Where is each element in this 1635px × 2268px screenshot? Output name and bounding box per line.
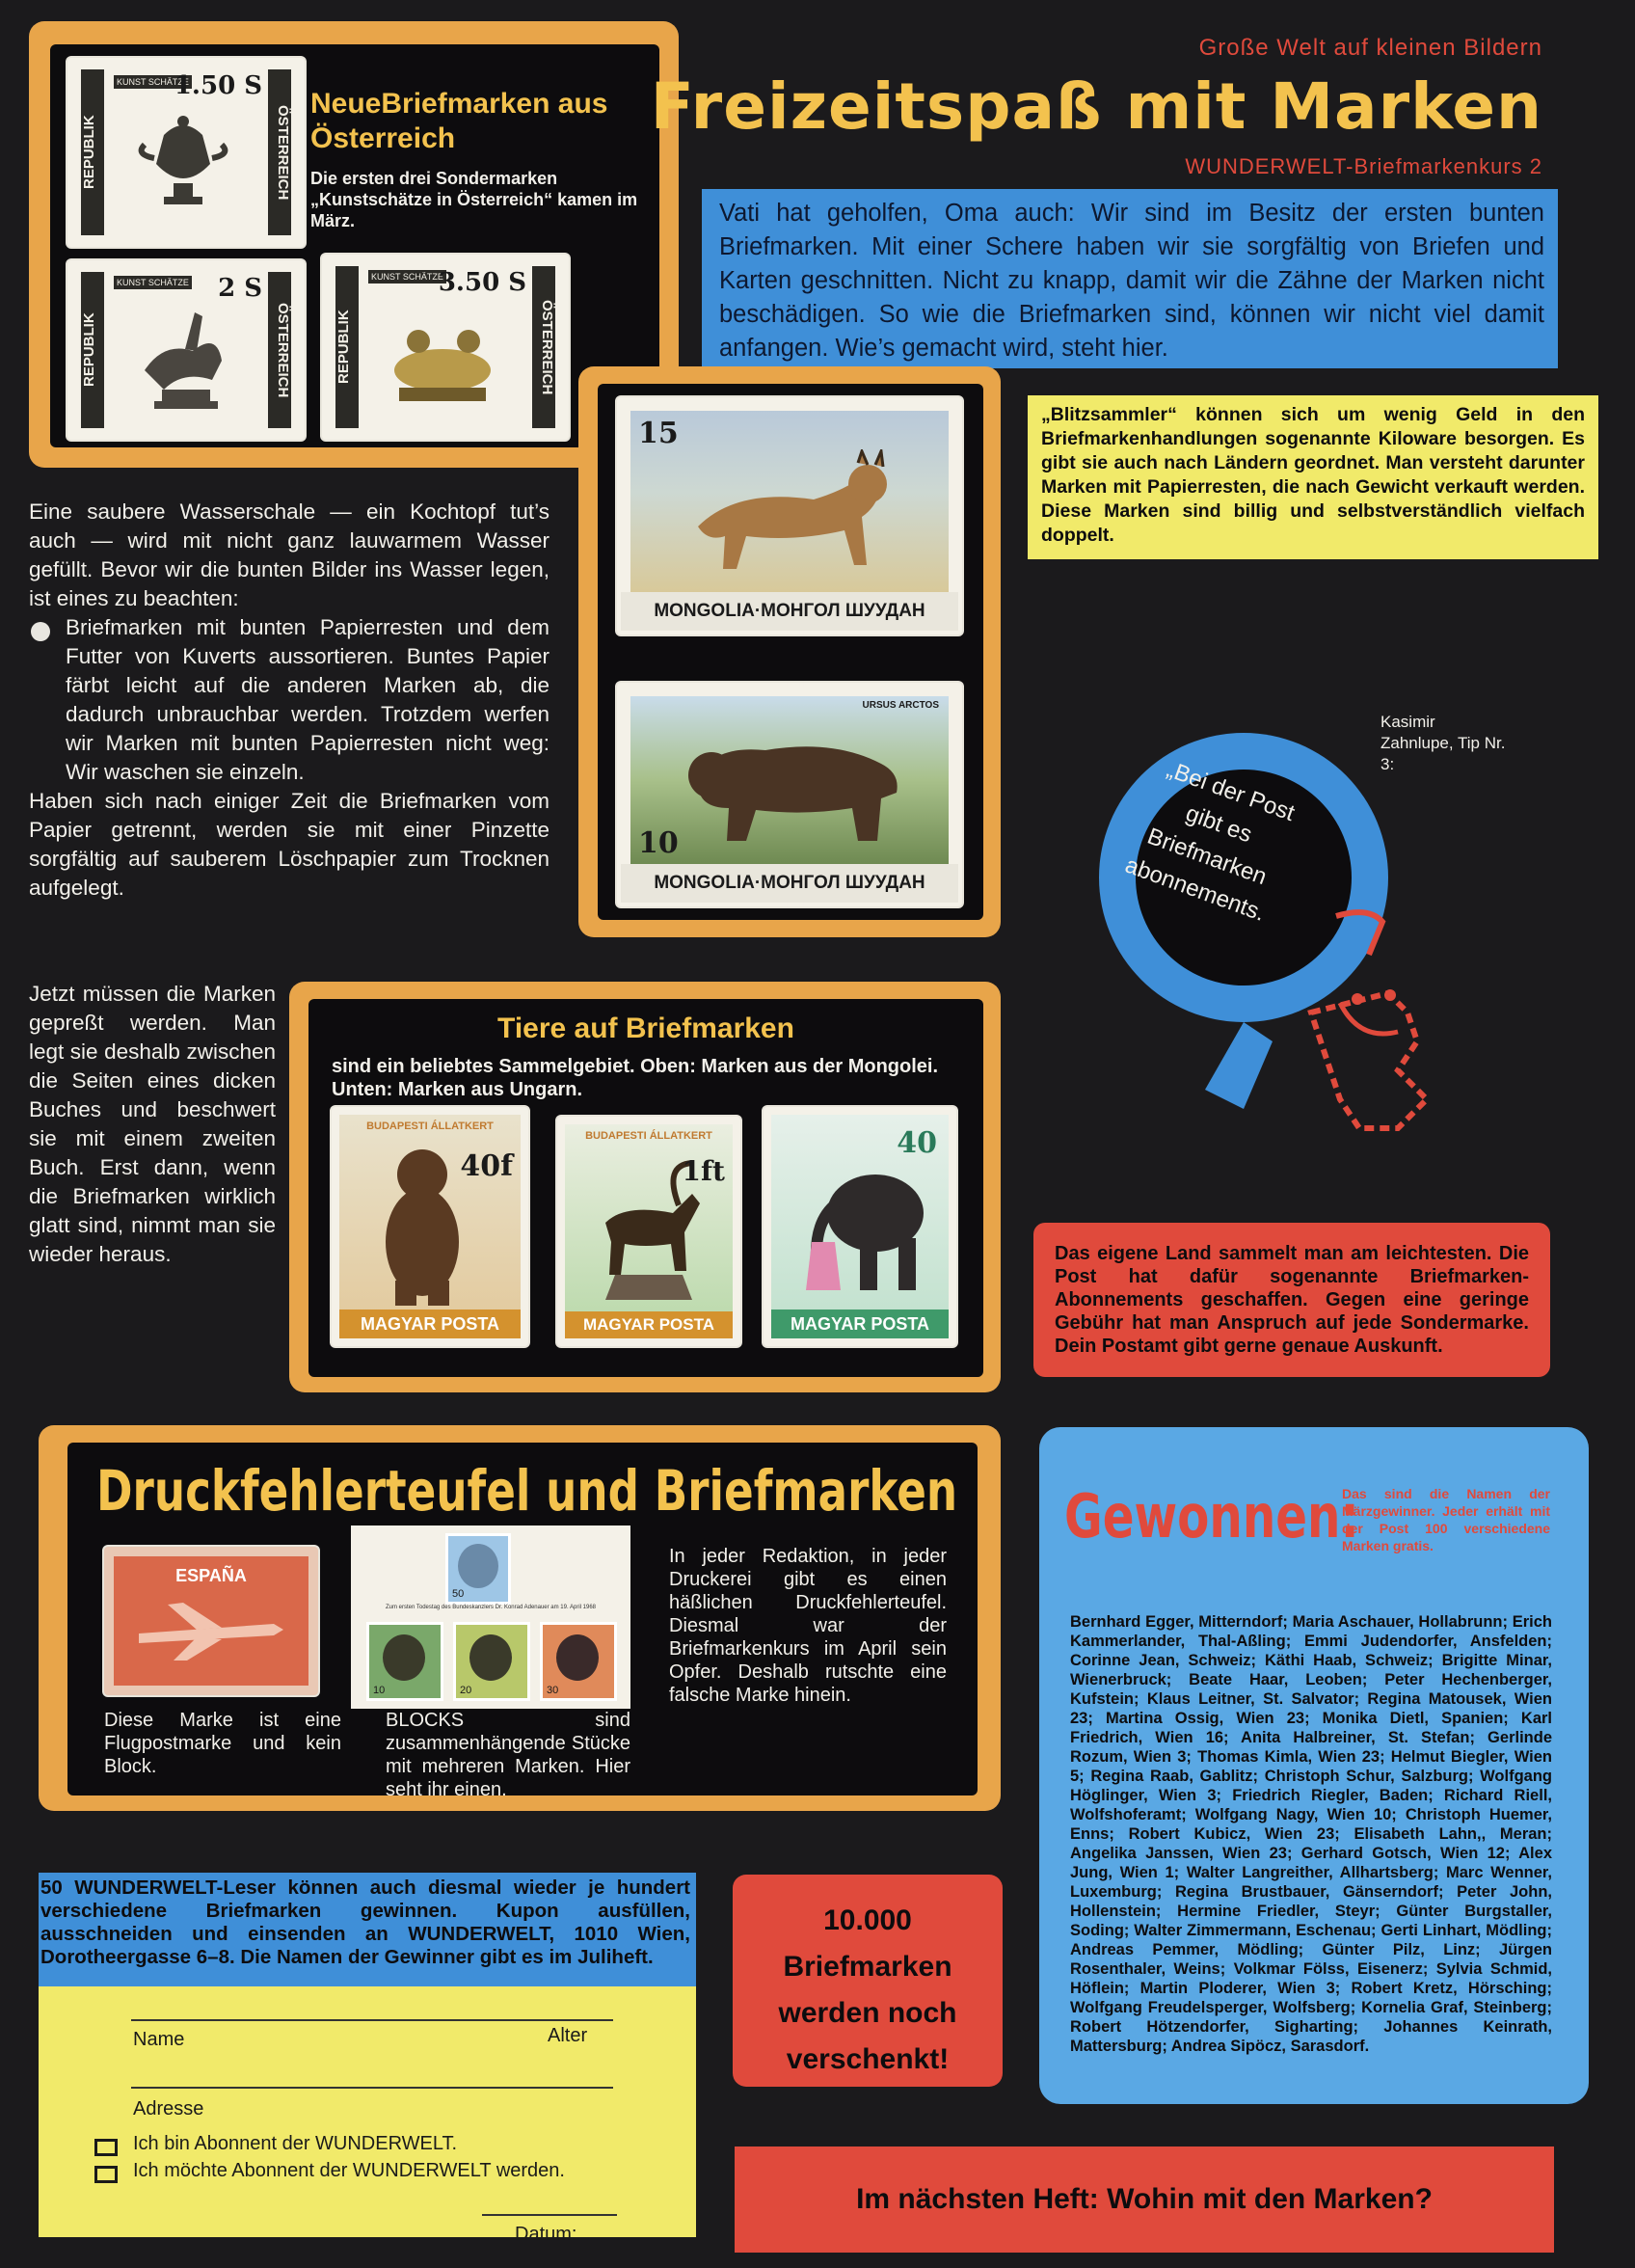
abonnent-checkbox[interactable] <box>94 2139 118 2156</box>
stamp-band: MAGYAR POSTA <box>339 1310 521 1338</box>
stamp-country-left: REPUBLIK <box>81 69 104 235</box>
block-sheet <box>351 1526 630 1709</box>
name-label: Name <box>133 2029 185 2050</box>
address-label: Adresse <box>133 2098 204 2120</box>
name-field-line[interactable] <box>131 2019 613 2021</box>
wash-para-2: Haben sich nach einiger Zeit die Briefmarken vom Papier getrennt, werden sie mit einer Pinzette sorgfältig auf sauberem Löschpapier zum Trocknen aufgelegt. <box>29 789 549 900</box>
druck-caption-right: In jeder Redaktion, in jeder Druckerei gibt es einen häßlichen Druckfehlerteufel. Diesmal war der Briefmarkenkurs im April sein Opfer. Deshalb rutschte eine falsche Marke hinein. <box>669 1546 947 1706</box>
stamp-value: 1ft <box>682 1155 725 1187</box>
wash-bullet <box>29 613 549 787</box>
header-kicker: Große Welt auf kleinen Bildern <box>1198 35 1542 61</box>
druck-title: Druckfehlerteufel und Briefmarken <box>96 1458 958 1524</box>
austria-stamp-1 <box>67 58 305 247</box>
espana-stamp <box>104 1547 318 1695</box>
abonnent-label: Ich bin Abonnent der WUNDERWELT. <box>133 2133 458 2154</box>
course-label: WUNDERWELT-Briefmarkenkurs 2 <box>1185 154 1542 178</box>
date-field-line[interactable] <box>482 2214 617 2216</box>
espana-label: ESPAÑA <box>175 1566 247 1585</box>
druck-caption-mid: BLOCKS sind zusammenhängende Stücke mit mehreren Marken. Hier seht ihr einen. <box>386 1710 630 1800</box>
stamp-value: 40 <box>897 1126 937 1160</box>
block-value: 10 <box>373 1685 386 1696</box>
austria-text: Die ersten drei Sondermarken „Kunstschätze in Österreich“ kamen im März. <box>310 169 638 230</box>
age-label: Alter <box>548 2025 588 2046</box>
yellow-note: „Blitzsammler“ können sich um wenig Geld in den Briefmarkenhandlungen sogenannte Kiloware besorgen. Es gibt sie auch nach Ländern geordnet. Man versteht darunter Marken mit Papierresten, die nach Gewicht verkauft werden. Diese Marken sind billig und selbstverständlich vielfach doppelt. <box>1028 395 1598 559</box>
wash-text <box>29 498 549 903</box>
block-stamp-20 <box>453 1622 530 1701</box>
salt-cellar-illustration <box>380 303 505 418</box>
block-stamp-50 <box>445 1533 511 1605</box>
page-title: Freizeitspaß mit Marken <box>650 69 1542 144</box>
lynx-illustration <box>679 449 910 584</box>
stamp-band: MONGOLIA·МОНГОЛ ШУУДАН <box>621 592 958 631</box>
block-caption: Zum ersten Todestag des Bundeskanzlers Dr. Konrad Adenauer am 19. April 1968 <box>385 1605 597 1610</box>
block-stamp-30 <box>540 1622 617 1701</box>
stamp-band: MAGYAR POSTA <box>565 1311 733 1338</box>
coupon-text: 50 WUNDERWELT-Leser können auch diesmal wieder je hundert verschiedene Briefmarken gewinnen. Kupon ausfüllen, ausschneiden und einsenden an WUNDERWELT, 1010 Wien, Dorotheergasse 6–8. Die Namen der Gewinner gibt es im Juliheft. <box>39 1873 696 1986</box>
next-issue-banner: Im nächsten Heft: Wohin mit den Marken? <box>735 2146 1554 2253</box>
kasimir-caption: Kasimir Zahnlupe, Tip Nr. 3: <box>1380 713 1506 773</box>
hungary-stamp-ibex <box>557 1117 740 1346</box>
wash-bullet-text: Briefmarken mit bunten Papierresten und dem Futter von Kuverts aussortieren. Buntes Papier färbt leicht auf die anderen Marken ab, die dadurch unbrauchbar werden. Trotzdem werfen wir Marken mit bunten Papierresten nicht weg: Wir waschen sie einzeln. <box>66 615 549 784</box>
block-stamp-10 <box>366 1622 443 1701</box>
mongolia-stamp-bear <box>617 683 962 906</box>
wash-para-1: Eine saubere Wasserschale — ein Kochtopf tut’s auch — wird mit nicht ganz lauwarmem Wasser gefüllt. Bevor wir die bunten Bilder ins Wasser legen, ist eines zu beachten: <box>29 500 549 610</box>
intro-box: Vati hat geholfen, Oma auch: Wir sind im Besitz der ersten bunten Briefmarken. Mit einer Schere haben wir sie sorgfältig von Briefen und Karten geschnitten. Nicht zu knapp, damit wir die Zähne der Marken nicht beschädigen. So wie die Briefmarken sind, können wir nicht viel damit anfangen. Wie’s gemacht wird, steht hier. <box>702 189 1558 368</box>
elephant-illustration <box>792 1146 937 1310</box>
red-note: Das eigene Land sammelt man am leichtesten. Die Post hat dafür sogenannte Briefmarken-Abonnements geschaffen. Gegen eine geringe Gebühr hat man Anspruch auf jede Sondermarke. Dein Postamt gibt gerne genaue Auskunft. <box>1033 1223 1550 1377</box>
rider-sculpture-illustration <box>125 293 241 418</box>
bear-illustration <box>669 716 920 860</box>
become-abonnent-checkbox[interactable] <box>94 2166 118 2183</box>
stamp-value: 1.50 S <box>174 71 262 100</box>
hungary-stamp-elephant <box>764 1107 956 1346</box>
stamp-value: 40f <box>460 1149 513 1183</box>
stamp-country-right: ÖSTERREICH <box>268 69 291 235</box>
stamp-country-right: ÖSTERREICH <box>268 272 291 428</box>
stamp-band: MONGOLIA·МОНГОЛ ШУУДАН <box>621 864 958 903</box>
date-label: Datum: <box>515 2224 577 2245</box>
bullet-dot-icon <box>31 622 50 641</box>
stamp-label: URSUS ARCTOS <box>862 700 939 711</box>
austria-title: NeueBriefmarken aus Österreich <box>310 88 608 154</box>
stamp-tag: BUDAPESTI ÁLLATKERT <box>585 1130 712 1142</box>
winners-subtitle: Das sind die Namen der Märzgewinner. Jeder erhält mit der Post 100 verschiedene Marken gratis. <box>1342 1486 1550 1553</box>
become-abonnent-label: Ich möchte Abonnent der WUNDERWELT werden. <box>133 2160 565 2181</box>
druck-caption-left: Diese Marke ist eine Flugpostmarke und kein Block. <box>104 1710 341 1777</box>
stamp-tag: BUDAPESTI ÁLLATKERT <box>366 1120 494 1132</box>
tiere-title: Tiere auf Briefmarken <box>497 1012 794 1044</box>
address-field-line[interactable] <box>131 2087 613 2089</box>
stamp-value: 15 <box>638 417 679 450</box>
block-value: 30 <box>547 1685 559 1696</box>
block-value: 50 <box>452 1588 465 1600</box>
hungary-stamp-bear <box>332 1107 528 1346</box>
block-value: 20 <box>460 1685 472 1696</box>
mongolia-stamp-lynx <box>617 397 962 634</box>
stamp-country-left: REPUBLIK <box>81 272 104 428</box>
vase-illustration <box>125 96 241 212</box>
austria-stamp-2 <box>67 260 305 440</box>
promo-box: 10.000 Briefmarken werden noch verschenkt! <box>733 1875 1003 2087</box>
airplane-illustration <box>129 1585 293 1662</box>
stamp-value: 3.50 S <box>438 268 526 297</box>
stamp-value: 2 S <box>218 274 262 303</box>
lens-text: „Bei der Post gibt es Briefmarken abonnements. <box>1121 756 1299 927</box>
stamp-label: KUNST SCHÄTZE <box>368 270 446 284</box>
tiere-text: sind ein beliebtes Sammelgebiet. Oben: Marken aus der Mongolei. Unten: Marken aus Ungarn. <box>332 1056 939 1100</box>
stamp-band: MAGYAR POSTA <box>771 1310 949 1338</box>
stamp-label: KUNST SCHÄTZE <box>114 75 192 89</box>
winners-title: Gewonnen: <box>1064 1481 1359 1552</box>
stamp-country-left: REPUBLIK <box>335 266 359 428</box>
austria-stamp-3 <box>322 255 569 440</box>
stamp-country-right: ÖSTERREICH <box>532 266 555 428</box>
stamp-label: KUNST SCHÄTZE <box>114 276 192 289</box>
stamp-value: 10 <box>638 826 679 860</box>
press-text: Jetzt müssen die Marken gepreßt werden. Man legt sie deshalb zwischen die Seiten eines dicken Buches und beschwert sie mit einem zweiten Buch. Erst dann, wenn die Briefmarken wirklich glatt sind, nimmt man sie wieder heraus. <box>29 982 276 1266</box>
winners-list: Bernhard Egger, Mitterndorf; Maria Aschauer, Hollabrunn; Erich Kammerlander, Thal-Aßling; Emmi Judendorfer, Ansfelden; Corinne Jean, Schweiz; Käthi Haab, Schweiz; Brigitte Minar, Wienerbruck; Beate Haar, Leoben; Peter Hechenberger, Kufstein; Klaus Leitner, St. Salvator; Regina Matousek, Wien 23; Martina Ossig, Wien 23; Monika Dietl, Spanien; Karl Friedrich, Wien 16; Anita Halbreiner, St. Stefan; Gerlinde Rozum, Wien 3; Thomas Kimla, Wien 23; Helmut Biegler, Wien 5; Regina Raab, Gablitz; Christoph Schur, Salzburg; Wolfgang Höglinger, Wien 3; Friedrich Riegler, Baden; Richard Riell, Wolfshoferamt; Wolfgang Nagy, Wien 10; Christoph Huemer, Enns; Robert Kubicz, Wien 23; Elisabeth Lahn,, Meran; Angelika Janssen, Wien 23; Gerhard Gotsch, Wien 12; Alex Jung, Wien 1; Walter Langreither, Allhartsberg; Marc Wenner, Luxemburg; Regina Brustbauer, Gänserndorf; Peter John, Hollenstein; Hermine Friedler, Steyr; Günter Burgstaller, Soding; Walter Zimmermann, Eschenau; Gerti Linhart, Mödling; Andreas Pemmer, Mödling; Günter Pilz, Linz; Jürgen Rosenthaler, Weins; Volkmar Fölss, Eisenerz; Sylvia Schmid, Höflein; Martin Ploderer, Wien 3; Robert Kretz, Hörsching; Wolfgang Freudelsperger, Wolfsberg; Kornelia Graf, Steinberg; Robert Hötzendorfer, Sigharting; Johannes Keinrath, Mattersburg; Andrea Sipöcz, Sarasdorf. <box>1070 1613 1552 2055</box>
